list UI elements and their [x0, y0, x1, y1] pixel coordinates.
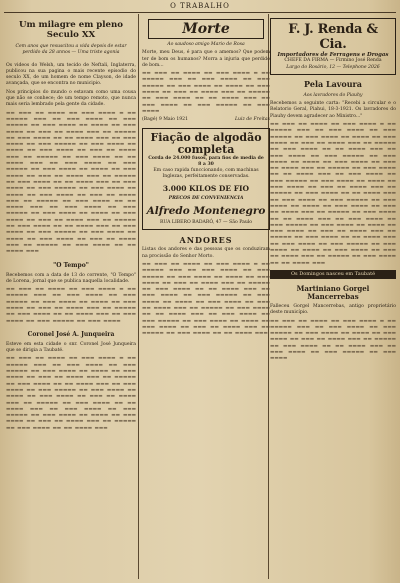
poem-text: Morte, meu Deus, é para que o amemos? Que podem ter de bom os humanos? Morra a injuria que perdido de bom... [142, 50, 270, 68]
header-rule [4, 12, 396, 13]
ad-address: RUA LIBERO BADARÓ, 47 — São Paulo [159, 220, 253, 226]
column-right [270, 16, 396, 577]
column-middle [142, 16, 270, 577]
article-paragraph: Esteve em esta cidade o snr. Coronel José Junqueira que se dirigia a Taubaté. [6, 341, 136, 354]
illegible-text: ▬▬ ▬▬▬ ▬▬ ▬▬▬▬ ▬▬ ▬▬▬ ▬▬▬▬ ▬ ▬▬ ▬▬▬▬▬ ▬▬▬ ▬▬ ▬▬▬ ▬▬▬▬ ▬▬ ▬▬▬ ▬▬▬▬▬ ▬▬ ▬▬▬ ▬▬▬▬ ▬▬ ▬▬▬▬ ▬▬ ▬▬▬ ▬▬▬▬ ▬▬ ▬▬▬ ▬▬ ▬▬▬▬ ▬▬▬ ▬▬ ▬▬▬▬▬ ▬▬ ▬▬▬ ▬▬▬▬ ▬▬ ▬▬ ▬▬▬▬ ▬▬▬ ▬▬ ▬▬▬ ▬▬▬▬ ▬▬ ▬▬▬ ▬▬▬▬▬ ▬▬ ▬▬▬ ▬▬▬▬ ▬▬ ▬▬▬▬ ▬▬ ▬▬▬ ▬▬▬▬ ▬▬ ▬▬▬ ▬▬ ▬▬▬▬ ▬▬▬ ▬▬ ▬▬▬▬▬ ▬▬ ▬▬▬ ▬▬▬▬ ▬▬ ▬▬ ▬▬▬▬ ▬▬▬ ▬▬ ▬▬▬ ▬▬▬▬ ▬▬ ▬▬▬ ▬▬▬▬▬ ▬▬ ▬▬▬ ▬▬▬▬ ▬▬ ▬▬▬▬ ▬▬ ▬▬▬ ▬▬▬▬ ▬▬ ▬▬▬ ▬▬ ▬▬▬▬ ▬▬▬ ▬▬ ▬▬▬▬▬ ▬▬ ▬▬▬ ▬▬▬▬ ▬▬ ▬▬ ▬▬▬▬ ▬▬▬ ▬▬ ▬▬▬ ▬▬▬▬ ▬▬ ▬▬▬ ▬▬▬▬▬ ▬▬ ▬▬▬ ▬▬▬▬ ▬▬ ▬▬▬▬ ▬▬ ▬▬▬ ▬▬▬▬ ▬▬ ▬▬▬ ▬▬ ▬▬▬▬ ▬▬▬ ▬▬ ▬▬▬▬▬ ▬▬ ▬▬▬ ▬▬▬▬ ▬▬ ▬▬ ▬▬▬▬ ▬▬▬ ▬▬ ▬▬▬ ▬▬▬▬ ▬▬ ▬▬▬ ▬▬▬▬▬ ▬▬ ▬▬▬ ▬▬▬▬ ▬▬ ▬▬▬▬ ▬▬ ▬▬▬ ▬▬▬▬ ▬▬ ▬▬▬ ▬▬ ▬▬▬▬ ▬▬▬ ▬▬ ▬▬▬▬▬ ▬▬ ▬▬▬ ▬▬▬▬ ▬▬ ▬▬ ▬▬▬▬ ▬▬▬ ▬▬ ▬▬▬ ▬▬▬▬ ▬▬ ▬▬▬ ▬▬▬▬▬ ▬▬ ▬▬▬ ▬▬▬▬ ▬▬ ▬▬▬▬ ▬▬ ▬▬▬ ▬▬▬▬ ▬▬ ▬▬▬ ▬▬ ▬▬▬▬ ▬▬▬ ▬▬ ▬▬▬▬▬ ▬▬ ▬▬▬ ▬▬▬▬ ▬▬ ▬▬ ▬▬▬▬ ▬▬▬ [270, 122, 396, 266]
article-paragraph: Listas dos andores e das pessoas que os conduziram na procissão do Senhor Morto. [142, 247, 270, 259]
ad-prices: PRECOS DE CONVENIENCIA [168, 195, 244, 201]
morte-title: Morte [148, 19, 264, 39]
article-paragraph: Recebemos com a data de 13 do corrente, "O Tempo" de Lorena, jornal que se publica naquella localidade. [6, 272, 136, 284]
article-paragraph: Falleceu Gorgel Mancerrebas, antigo proprietário deste município. [270, 303, 396, 316]
ad-title: Fiação de algodão [150, 130, 262, 144]
advertisement-fiacao [142, 128, 270, 231]
illegible-text: ▬▬ ▬▬▬ ▬▬ ▬▬▬▬ ▬▬ ▬▬▬ ▬▬▬▬ ▬ ▬▬ ▬▬▬▬▬ ▬▬▬ ▬▬ ▬▬▬ ▬▬▬▬ ▬▬ ▬▬▬ ▬▬▬▬▬ ▬▬ ▬▬▬ ▬▬▬▬ ▬▬ ▬▬▬▬ ▬▬ ▬▬▬ ▬▬▬▬ ▬▬ ▬▬▬ ▬▬ ▬▬▬▬ ▬▬▬ ▬▬ ▬▬▬▬▬ ▬▬ ▬▬▬ ▬▬▬▬ ▬▬ ▬▬ ▬▬▬▬ ▬▬▬ ▬▬ ▬▬▬ ▬▬▬▬ ▬▬ ▬▬▬ ▬▬▬▬▬ ▬▬ ▬▬▬ ▬▬▬▬ ▬▬ ▬▬▬▬ ▬▬ ▬▬▬ ▬▬▬▬ ▬▬ ▬▬▬ ▬▬ ▬▬▬▬ ▬▬▬ ▬▬ ▬▬▬▬▬ ▬▬ ▬▬▬ ▬▬▬▬ ▬▬ ▬▬ ▬▬▬▬ ▬▬▬ ▬▬ ▬▬▬ ▬▬▬▬ ▬▬ ▬▬▬ ▬▬▬▬▬ ▬▬ ▬▬▬ ▬▬▬▬ ▬▬ ▬▬▬▬ ▬▬ ▬▬▬ ▬▬▬▬ ▬▬ ▬▬▬ ▬▬ ▬▬▬▬ ▬▬▬ ▬▬ ▬▬▬▬▬ ▬▬ ▬▬▬ ▬▬▬▬ ▬▬ ▬▬ ▬▬▬▬ ▬▬▬ [142, 261, 270, 337]
ad-kilos: 3.000 KILOS DE FIO [162, 183, 250, 193]
ad-title: completa [177, 142, 235, 156]
headline-intro: Cem anos que resuscitou a vida depois de estar perdido da 28 annos — Uma triste agonia [15, 44, 127, 56]
poem-author: Luiz de Freitas [235, 117, 270, 123]
illegible-text: ▬▬ ▬▬▬ ▬▬ ▬▬▬▬ ▬▬ ▬▬▬ ▬▬▬▬ ▬ ▬▬ ▬▬▬▬▬ ▬▬▬ ▬▬ ▬▬▬ ▬▬▬▬ ▬▬ ▬▬▬ ▬▬▬▬▬ ▬▬ ▬▬▬ ▬▬▬▬ ▬▬ ▬▬▬▬ ▬▬ ▬▬▬ ▬▬▬▬ ▬▬ ▬▬▬ ▬▬ ▬▬▬▬ ▬▬▬ ▬▬ ▬▬▬▬▬ ▬▬ ▬▬▬ ▬▬▬▬ ▬▬ ▬▬ ▬▬▬▬ ▬▬▬ ▬▬ ▬▬▬ ▬▬▬▬ ▬▬ ▬▬▬ ▬▬▬▬▬ ▬▬ ▬▬▬ ▬▬▬▬ [6, 287, 136, 324]
illegible-text: ▬▬ ▬▬▬ ▬▬ ▬▬▬▬ ▬▬ ▬▬▬ ▬▬▬▬ ▬ ▬▬ ▬▬▬▬▬ ▬▬▬ ▬▬ ▬▬▬ ▬▬▬▬ ▬▬ ▬▬▬ ▬▬▬▬▬ ▬▬ ▬▬▬ ▬▬▬▬ ▬▬ ▬▬▬▬ ▬▬ ▬▬▬ ▬▬▬▬ ▬▬ ▬▬▬ ▬▬ ▬▬▬▬ ▬▬▬ ▬▬ ▬▬▬▬▬ ▬▬ ▬▬▬ ▬▬▬▬ ▬▬ ▬▬ ▬▬▬▬ ▬▬▬ ▬▬ ▬▬▬ ▬▬▬▬ ▬▬ ▬▬▬ ▬▬▬▬▬ ▬▬ ▬▬▬ ▬▬▬▬ ▬▬ ▬▬▬▬ ▬▬ ▬▬▬ ▬▬▬▬ ▬▬ ▬▬▬ ▬▬ ▬▬▬▬ ▬▬▬ ▬▬ ▬▬▬▬▬ ▬▬ ▬▬▬ ▬▬▬▬ ▬▬ ▬▬ ▬▬▬▬ ▬▬▬ ▬▬ ▬▬▬ ▬▬▬▬ ▬▬ ▬▬▬ ▬▬▬▬▬ ▬▬ ▬▬▬ ▬▬▬▬ ▬▬ ▬▬▬▬ ▬▬ ▬▬▬ ▬▬▬▬ ▬▬ ▬▬▬ ▬▬ ▬▬▬▬ ▬▬▬ ▬▬ ▬▬▬▬▬ ▬▬ ▬▬▬ ▬▬▬▬ ▬▬ ▬▬ ▬▬▬▬ ▬▬▬ [6, 356, 136, 431]
ad-line: Corda de 24.000 fusos, para fios de media de 8 a 30 [148, 155, 264, 167]
section-heading: "O Tempo" [53, 261, 89, 269]
dark-band: Os Domingos nasceu em Taubaté [270, 270, 396, 279]
ad-line: Em caso rapida funccionando, com machinas Inglezas, perfeitamente conservadas. [153, 168, 259, 180]
illegible-text: ▬▬ ▬▬▬ ▬▬ ▬▬▬▬ ▬▬ ▬▬▬ ▬▬▬▬ ▬ ▬▬ ▬▬▬▬▬ ▬▬▬ ▬▬ ▬▬▬ ▬▬▬▬ ▬▬ ▬▬▬ ▬▬▬▬▬ ▬▬ ▬▬▬ ▬▬▬▬ ▬▬ ▬▬▬▬ ▬▬ ▬▬▬ ▬▬▬▬ ▬▬ ▬▬▬ ▬▬ ▬▬▬▬ ▬▬▬ ▬▬ ▬▬▬▬▬ ▬▬ ▬▬▬ ▬▬▬▬ ▬▬ ▬▬ ▬▬▬▬ ▬▬▬ ▬▬ ▬▬▬ ▬▬▬▬ ▬▬ ▬▬▬ ▬▬▬▬▬ ▬▬ ▬▬▬ ▬▬▬▬ [270, 318, 396, 362]
section-heading: Coronel José A. Junqueira [27, 330, 115, 338]
column-divider [138, 14, 139, 579]
company-address: Largo do Rosário, 12 — Telephone 2026 [286, 64, 380, 70]
section-heading: Pela Lavoura [304, 78, 362, 89]
headline: Um milagre em pleno Seculo XX [18, 20, 124, 40]
illegible-text: ▬▬ ▬▬▬ ▬▬ ▬▬▬▬ ▬▬ ▬▬▬ ▬▬▬▬ ▬ ▬▬ ▬▬▬▬▬ ▬▬▬ ▬▬ ▬▬▬ ▬▬▬▬ ▬▬ ▬▬▬ ▬▬▬▬▬ ▬▬ ▬▬▬ ▬▬▬▬ ▬▬ ▬▬▬▬ ▬▬ ▬▬▬ ▬▬▬▬ ▬▬ ▬▬▬ ▬▬ ▬▬▬▬ ▬▬▬ ▬▬ ▬▬▬▬▬ ▬▬ ▬▬▬ ▬▬▬▬ ▬▬ ▬▬ ▬▬▬▬ ▬▬▬ ▬▬ ▬▬▬ ▬▬▬▬ ▬▬ ▬▬▬ ▬▬▬▬▬ ▬▬ ▬▬▬ ▬▬▬▬ [142, 71, 270, 114]
article-paragraph: Recebemos a seguinte carta: "Recebi a circular e o Relatorio Geral, Piahui, 18-3-1921. Os lavradores do Piauhy devem agradecer ao Ministro..." [270, 101, 396, 119]
company-business: Importadores de Ferragens e Drogas [277, 52, 389, 58]
ad-name: Alfredo Montenegro [146, 205, 266, 218]
poem-footer [142, 117, 270, 123]
company-detail: CHEFE DA FIRMA — Firmino José Renda [284, 58, 382, 64]
article-paragraph: Os videos do Welsh, um tecido de Neftali, Inglaterra, publicou na sua pagina o mais recente episodio do seculo XX, de um homem de nome Clayson, de idade avançada, que se encontra no municipio. [6, 62, 136, 87]
poem-place: (Bagé) 9 Maio 1921 [142, 117, 189, 123]
advertisement-renda [270, 18, 396, 75]
section-subheading: Aos lavradores do Piauhy [303, 92, 363, 98]
column-left [6, 16, 136, 577]
company-name: F. J. Renda & Cia. [288, 22, 378, 52]
illegible-text: ▬▬ ▬▬▬ ▬▬ ▬▬▬▬ ▬▬ ▬▬▬ ▬▬▬▬ ▬ ▬▬ ▬▬▬▬▬ ▬▬▬ ▬▬ ▬▬▬ ▬▬▬▬ ▬▬ ▬▬▬ ▬▬▬▬▬ ▬▬ ▬▬▬ ▬▬▬▬ ▬▬ ▬▬▬▬ ▬▬ ▬▬▬ ▬▬▬▬ ▬▬ ▬▬▬ ▬▬ ▬▬▬▬ ▬▬▬ ▬▬ ▬▬▬▬▬ ▬▬ ▬▬▬ ▬▬▬▬ ▬▬ ▬▬ ▬▬▬▬ ▬▬▬ ▬▬ ▬▬▬ ▬▬▬▬ ▬▬ ▬▬▬ ▬▬▬▬▬ ▬▬ ▬▬▬ ▬▬▬▬ ▬▬ ▬▬▬▬ ▬▬ ▬▬▬ ▬▬▬▬ ▬▬ ▬▬▬ ▬▬ ▬▬▬▬ ▬▬▬ ▬▬ ▬▬▬▬▬ ▬▬ ▬▬▬ ▬▬▬▬ ▬▬ ▬▬ ▬▬▬▬ ▬▬▬ ▬▬ ▬▬▬ ▬▬▬▬ ▬▬ ▬▬▬ ▬▬▬▬▬ ▬▬ ▬▬▬ ▬▬▬▬ ▬▬ ▬▬▬▬ ▬▬ ▬▬▬ ▬▬▬▬ ▬▬ ▬▬▬ ▬▬ ▬▬▬▬ ▬▬▬ ▬▬ ▬▬▬▬▬ ▬▬ ▬▬▬ ▬▬▬▬ ▬▬ ▬▬ ▬▬▬▬ ▬▬▬ ▬▬ ▬▬▬ ▬▬▬▬ ▬▬ ▬▬▬ ▬▬▬▬▬ ▬▬ ▬▬▬ ▬▬▬▬ ▬▬ ▬▬▬▬ ▬▬ ▬▬▬ ▬▬▬▬ ▬▬ ▬▬▬ ▬▬ ▬▬▬▬ ▬▬▬ ▬▬ ▬▬▬▬▬ ▬▬ ▬▬▬ ▬▬▬▬ ▬▬ ▬▬ ▬▬▬▬ ▬▬▬ ▬▬ ▬▬▬ ▬▬▬▬ ▬▬ ▬▬▬ ▬▬▬▬▬ ▬▬ ▬▬▬ ▬▬▬▬ ▬▬ ▬▬▬▬ ▬▬ ▬▬▬ ▬▬▬▬ ▬▬ ▬▬▬ ▬▬ ▬▬▬▬ ▬▬▬ ▬▬ ▬▬▬▬▬ ▬▬ ▬▬▬ ▬▬▬▬ ▬▬ ▬▬ ▬▬▬▬ ▬▬▬ ▬▬ ▬▬▬ ▬▬▬▬ ▬▬ ▬▬▬ ▬▬▬▬▬ ▬▬ ▬▬▬ ▬▬▬▬ ▬▬ ▬▬▬▬ ▬▬ ▬▬▬ ▬▬▬▬ ▬▬ ▬▬▬ ▬▬ ▬▬▬▬ ▬▬▬ ▬▬ ▬▬▬▬▬ ▬▬ ▬▬▬ ▬▬▬▬ ▬▬ ▬▬ ▬▬▬▬ ▬▬▬ [6, 110, 136, 255]
section-heading: Martiniano Gorgel Mancerrebas [296, 283, 370, 301]
article-paragraph: Nos principios do mundo o estavam como uma cousa que não se conhece; de um tempo remoto, que nunca mais seria lembrado pela gente da cidade. [6, 89, 136, 108]
section-heading: ANDORES [179, 235, 233, 246]
poem-dedication: Ao saudoso amigo Mario de Rosa [167, 42, 245, 47]
masthead: O TRABALHO [170, 2, 230, 10]
